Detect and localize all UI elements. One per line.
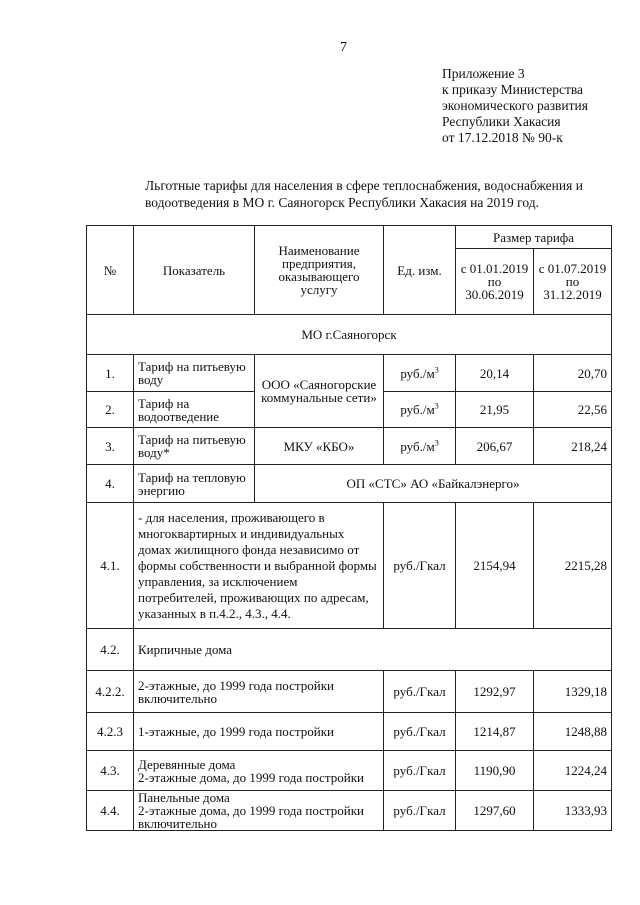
row-num: 4.4. xyxy=(87,791,134,831)
row-unit: руб./Гкал xyxy=(384,751,456,791)
row-num: 1. xyxy=(87,355,134,392)
table-row xyxy=(87,629,612,671)
row-indicator: 2-этажные, до 1999 года постройки включительно xyxy=(134,671,384,713)
table-row xyxy=(87,503,612,629)
row-provider: ООО «Саяногорские коммунальные сети» xyxy=(255,355,384,428)
row-num: 4.1. xyxy=(87,503,134,629)
row-value-2: 1333,93 xyxy=(534,791,612,831)
tariff-table xyxy=(86,225,612,831)
row-indicator: - для населения, проживающего в многоквартирных и индивидуальных домах жилищного фонда независимо от формы собственности и выбранной формы управления, за исключением потребителей, проживающих по адресам, указанных в п.4.2., 4.3., 4.4. xyxy=(134,503,384,629)
appendix-line: к приказу Министерства xyxy=(442,82,584,97)
row-value-2: 20,70 xyxy=(534,355,612,392)
row-indicator-text: 2-этажные дома, до 1999 года постройки xyxy=(138,769,364,785)
header-period-1: с 01.01.2019 по 30.06.2019 xyxy=(456,249,534,315)
row-indicator xyxy=(134,791,384,831)
table-row xyxy=(87,791,612,831)
row-value-1: 1297,60 xyxy=(456,791,534,831)
row-num: 4.2.3 xyxy=(87,713,134,751)
row-value-1: 20,14 xyxy=(456,355,534,392)
row-unit: руб./Гкал xyxy=(384,671,456,713)
row-indicator xyxy=(134,751,384,791)
row-indicator-text: 2-этажные дома, до 1999 года постройки включительно xyxy=(138,803,364,831)
table-row xyxy=(87,355,612,392)
row-indicator: Кирпичные дома xyxy=(134,629,612,671)
row-value-1: 21,95 xyxy=(456,392,534,428)
row-unit: $руб./м^3$ xyxy=(384,392,456,428)
row-value-1: 2154,94 xyxy=(456,503,534,629)
row-num: 2. xyxy=(87,392,134,428)
appendix-block xyxy=(442,66,588,146)
row-indicator-title: Панельные дома xyxy=(138,790,230,805)
row-unit: $руб./м^3$ xyxy=(384,355,456,392)
row-num: 3. xyxy=(87,428,134,465)
table-row xyxy=(87,713,612,751)
row-unit: руб./Гкал xyxy=(384,713,456,751)
table-row xyxy=(87,428,612,465)
appendix-line: экономического развития xyxy=(442,98,588,113)
row-value-1: 206,67 xyxy=(456,428,534,465)
row-value-1: 1214,87 xyxy=(456,713,534,751)
header-period-2: с 01.07.2019 по 31.12.2019 xyxy=(534,249,612,315)
row-value-2: 1329,18 xyxy=(534,671,612,713)
row-value-2: 1224,24 xyxy=(534,751,612,791)
appendix-line: от 17.12.2018 № 90-к xyxy=(442,130,563,145)
header-indicator: Показатель xyxy=(134,226,255,315)
appendix-line: Республики Хакасия xyxy=(442,114,561,129)
page-number: 7 xyxy=(340,40,347,55)
row-indicator: Тариф на водоотведение xyxy=(134,392,255,428)
row-indicator-title: Деревянные дома xyxy=(138,756,236,772)
table-row xyxy=(87,751,612,791)
row-value-2: 218,24 xyxy=(534,428,612,465)
row-indicator: Тариф на питьевую воду xyxy=(134,355,255,392)
section-title: МО г.Саяногорск xyxy=(87,315,612,355)
row-num: 4.3. xyxy=(87,751,134,791)
row-num: 4.2.2. xyxy=(87,671,134,713)
row-value-1: 1292,97 xyxy=(456,671,534,713)
row-provider: ОП «СТС» АО «Байкалэнерго» xyxy=(255,465,612,503)
row-value-2: 2215,28 xyxy=(534,503,612,629)
header-num: № xyxy=(87,226,134,315)
row-value-2: 1248,88 xyxy=(534,713,612,751)
row-unit: руб./Гкал xyxy=(384,503,456,629)
table-row xyxy=(87,465,612,503)
row-value-2: 22,56 xyxy=(534,392,612,428)
row-num: 4. xyxy=(87,465,134,503)
row-indicator: Тариф на тепловую энергию xyxy=(134,465,255,503)
table-row xyxy=(87,671,612,713)
header-tariff: Размер тарифа xyxy=(456,226,612,249)
row-unit: руб./Гкал xyxy=(384,791,456,831)
header-unit: Ед. изм. xyxy=(384,226,456,315)
row-indicator: 1-этажные, до 1999 года постройки xyxy=(134,713,384,751)
row-provider: МКУ «КБО» xyxy=(255,428,384,465)
row-unit: $руб./м^3$ xyxy=(384,428,456,465)
appendix-line: Приложение 3 xyxy=(442,66,525,81)
header-provider: Наименование предприятия, оказывающего услугу xyxy=(255,226,384,315)
document-title: Льготные тарифы для населения в сфере теплоснабжения, водоснабжения и водоотведения в МО г. Саяногорск Республики Хакасия на 2019 год. xyxy=(145,178,583,210)
row-indicator: Тариф на питьевую воду* xyxy=(134,428,255,465)
row-value-1: 1190,90 xyxy=(456,751,534,791)
row-num: 4.2. xyxy=(87,629,134,671)
